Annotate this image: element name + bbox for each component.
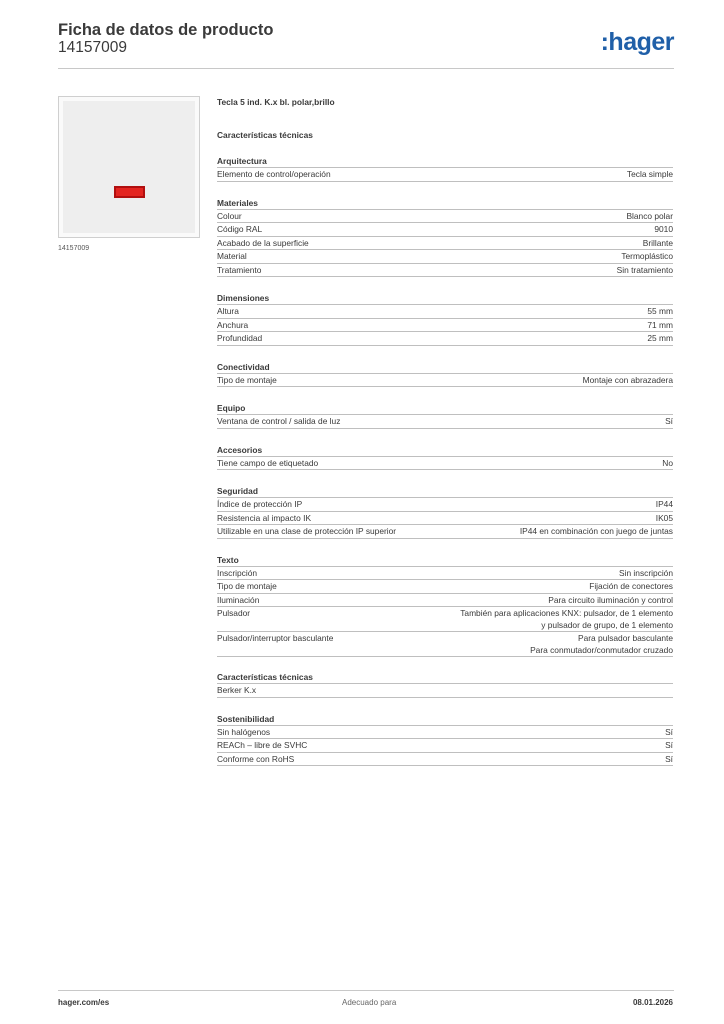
spec-row <box>217 593 673 607</box>
spec-row <box>217 456 673 471</box>
spec-row <box>217 497 673 511</box>
spec-group <box>217 554 673 658</box>
spec-row <box>217 167 673 182</box>
spec-row <box>217 725 673 739</box>
spec-group <box>217 444 673 471</box>
spec-value: 9010 <box>654 224 673 234</box>
spec-label: Utilizable en una clase de protección IP superior <box>217 526 397 536</box>
spec-group-title: Seguridad <box>217 486 258 496</box>
spec-row <box>217 414 673 429</box>
spec-value: Sin inscripción <box>619 567 673 578</box>
spec-row <box>217 752 673 767</box>
spec-label: Sin halógenos <box>217 726 271 737</box>
footer-date: 08.01.2026 <box>632 998 673 1007</box>
spec-group-title: Sostenibilidad <box>217 713 275 724</box>
spec-label: Resistencia al impacto IK <box>217 512 312 523</box>
spec-label: Inscripción <box>217 567 258 578</box>
spec-label: Tiene campo de etiquetado <box>217 457 319 468</box>
spec-label: Altura <box>217 306 239 316</box>
spec-value: Fijación de conectores <box>589 581 673 591</box>
spec-sheet <box>217 96 673 766</box>
spec-value: 25 mm <box>647 333 673 343</box>
spec-group <box>217 713 673 767</box>
spec-heading: Características técnicas <box>217 130 313 140</box>
spec-value: IP44 en combinación con juego de juntas <box>519 526 673 536</box>
spec-row <box>217 236 673 250</box>
spec-value: Sí <box>665 753 673 764</box>
spec-group-title: Accesorios <box>217 444 263 455</box>
spec-row <box>217 249 673 263</box>
spec-value: IK05 <box>655 512 673 523</box>
spec-label: Pulsador <box>217 608 251 618</box>
spec-group <box>217 485 673 539</box>
spec-row <box>217 579 673 593</box>
spec-value: Sí <box>665 726 673 737</box>
spec-label: Iluminación <box>217 594 260 605</box>
product-image <box>58 96 200 238</box>
spec-label: Conforme con RoHS <box>217 753 295 764</box>
spec-value: Brillante <box>642 237 673 248</box>
spec-value: También para aplicaciones KNX: pulsador, de 1 elemento y pulsador de grupo, de 1 elemento <box>460 608 673 630</box>
hager-logo: :hager <box>600 28 674 56</box>
spec-row <box>217 222 673 236</box>
footer-note: Adecuado para <box>342 998 397 1007</box>
spec-group <box>217 197 673 278</box>
product-code: 14157009 <box>58 39 127 56</box>
spec-row <box>217 331 673 346</box>
spec-label: Profundidad <box>217 333 263 343</box>
spec-label: Código RAL <box>217 224 263 234</box>
spec-label: Tipo de montaje <box>217 581 277 591</box>
extra-spec-groups <box>217 671 673 766</box>
spec-value: Para pulsador basculante Para conmutador/conmutador cruzado <box>530 633 673 655</box>
spec-label: REACh – libre de SVHC <box>217 740 308 750</box>
spec-row <box>217 318 673 332</box>
spec-group-title: Conectividad <box>217 361 270 372</box>
spec-label: Anchura <box>217 319 249 330</box>
spec-group <box>217 292 673 346</box>
header-divider <box>58 68 674 69</box>
spec-group <box>217 402 673 429</box>
spec-label: Tipo de montaje <box>217 374 277 385</box>
spec-value: Termoplástico <box>621 251 673 261</box>
spec-value: Montaje con abrazadera <box>582 374 673 385</box>
spec-label: Berker K.x <box>217 685 257 695</box>
spec-row <box>217 566 673 580</box>
spec-value: IP44 <box>655 499 673 509</box>
spec-group-title: Arquitectura <box>217 156 267 166</box>
spec-value: Para circuito iluminación y control <box>548 594 673 605</box>
spec-row <box>217 304 673 318</box>
spec-value: Sí <box>665 416 673 426</box>
spec-value: Blanco polar <box>626 210 673 221</box>
spec-value: Sin tratamiento <box>616 264 673 275</box>
spec-value: No <box>662 457 673 468</box>
switch-rocker <box>63 101 195 233</box>
spec-value: 55 mm <box>647 306 673 316</box>
spec-group-title: Equipo <box>217 403 246 413</box>
spec-group-title: Dimensiones <box>217 293 270 303</box>
spec-label: Acabado de la superficie <box>217 237 309 248</box>
spec-row <box>217 631 673 657</box>
spec-row <box>217 738 673 752</box>
spec-value: 71 mm <box>647 319 673 330</box>
footer-divider <box>58 990 674 991</box>
spec-label: Elemento de control/operación <box>217 169 331 179</box>
spec-label: Colour <box>217 210 242 221</box>
spec-row <box>217 263 673 278</box>
spec-label: Ventana de control / salida de luz <box>217 416 341 426</box>
spec-row <box>217 606 673 631</box>
footer-website[interactable]: hager.com/es <box>58 998 110 1007</box>
led-indicator-window <box>114 186 145 198</box>
spec-groups <box>217 155 673 657</box>
spec-group <box>217 671 673 698</box>
spec-label: Índice de protección IP <box>217 499 303 509</box>
spec-row <box>217 524 673 539</box>
spec-label: Pulsador/interruptor basculante <box>217 633 334 643</box>
page-title: Ficha de datos de producto <box>58 21 274 39</box>
spec-value: Tecla simple <box>626 169 673 179</box>
spec-row <box>217 511 673 525</box>
spec-group <box>217 155 673 182</box>
spec-value: Sí <box>665 740 673 750</box>
product-name: Tecla 5 ind. K.x bl. polar,brillo <box>217 97 335 107</box>
spec-row <box>217 373 673 388</box>
spec-group <box>217 361 673 388</box>
spec-label: Tratamiento <box>217 264 262 275</box>
spec-row <box>217 683 673 698</box>
spec-row <box>217 209 673 223</box>
spec-group-title: Texto <box>217 554 239 565</box>
product-image-caption: 14157009 <box>58 245 90 252</box>
spec-label: Material <box>217 251 247 261</box>
spec-group-title: Características técnicas <box>217 672 313 682</box>
spec-group-title: Materiales <box>217 197 258 208</box>
